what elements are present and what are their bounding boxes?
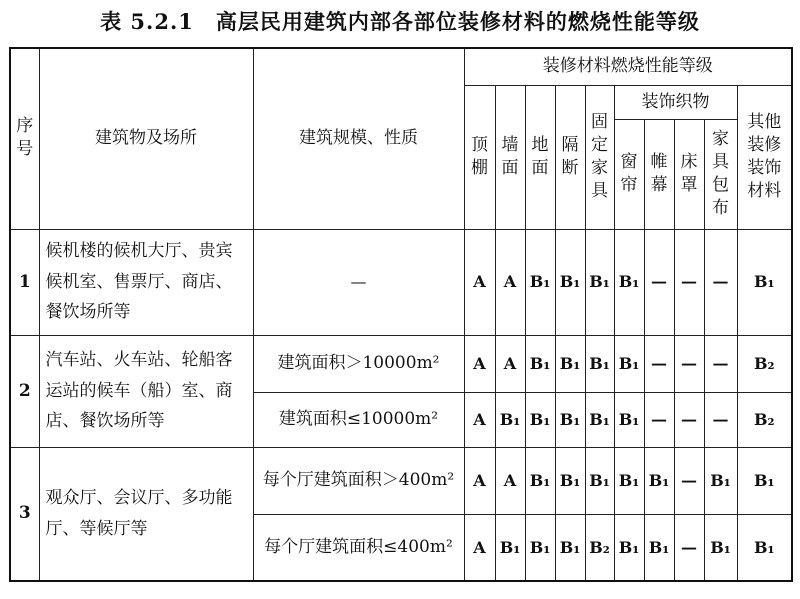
cell-partition: B₁: [555, 229, 585, 335]
cell-wall: B₁: [495, 392, 525, 447]
cell-drape: B₁: [644, 447, 674, 514]
row-seq: 3: [10, 447, 39, 581]
cell-ceiling: A: [464, 392, 495, 447]
header-furniture-cover: 家具包布: [704, 119, 737, 229]
cell-bedcover: —: [674, 335, 704, 392]
header-drape: 帷幕: [644, 119, 674, 229]
row-seq: 2: [10, 335, 39, 447]
row-place: 候机楼的候机大厅、贵宾候机室、售票厅、商店、餐饮场所等: [39, 229, 253, 335]
row-place: 汽车站、火车站、轮船客运站的候车（船）室、商店、餐饮场所等: [39, 335, 253, 447]
header-other: 其他装修装饰材料: [737, 85, 792, 229]
cell-drape: —: [644, 392, 674, 447]
table-row: [10, 335, 792, 392]
cell-furniture-cover: —: [704, 335, 737, 392]
cell-bedcover: —: [674, 447, 704, 514]
cell-drape: B₁: [644, 514, 674, 581]
cell-drape: —: [644, 335, 674, 392]
row-scale: 建筑面积＞10000m²: [253, 335, 464, 392]
header-scale: 建筑规模、性质: [253, 48, 464, 229]
header-wall: 墙面: [495, 85, 525, 229]
cell-curtain: B₁: [614, 229, 644, 335]
row-seq: 1: [10, 229, 39, 335]
table-title: 表 5.2.1 高层民用建筑内部各部位装修材料的燃烧性能等级: [100, 9, 700, 34]
cell-curtain: B₁: [614, 392, 644, 447]
table-row: [10, 229, 792, 335]
cell-bedcover: —: [674, 392, 704, 447]
cell-curtain: B₁: [614, 514, 644, 581]
header-fixed-furniture: 固定家具: [585, 85, 614, 229]
cell-curtain: B₁: [614, 447, 644, 514]
header-ceiling: 顶棚: [464, 85, 495, 229]
fire-rating-table: [9, 47, 793, 582]
row-scale: 每个厅建筑面积≤400m²: [253, 514, 464, 581]
cell-wall: A: [495, 447, 525, 514]
cell-fixed-furniture: B₁: [585, 335, 614, 392]
cell-other: B₁: [737, 514, 792, 581]
cell-other: B₂: [737, 392, 792, 447]
cell-wall: A: [495, 229, 525, 335]
header-textile-group: 装饰织物: [614, 85, 737, 119]
cell-wall: A: [495, 335, 525, 392]
cell-furniture-cover: B₁: [704, 514, 737, 581]
cell-other: B₂: [737, 335, 792, 392]
cell-ceiling: A: [464, 514, 495, 581]
header-floor: 地面: [525, 85, 555, 229]
cell-ceiling: A: [464, 229, 495, 335]
cell-partition: B₁: [555, 514, 585, 581]
cell-floor: B₁: [525, 335, 555, 392]
cell-partition: B₁: [555, 392, 585, 447]
cell-curtain: B₁: [614, 335, 644, 392]
cell-bedcover: —: [674, 514, 704, 581]
row-scale: —: [253, 229, 464, 335]
row-scale: 每个厅建筑面积＞400m²: [253, 447, 464, 514]
cell-floor: B₁: [525, 514, 555, 581]
cell-floor: B₁: [525, 229, 555, 335]
cell-other: B₁: [737, 447, 792, 514]
cell-fixed-furniture: B₂: [585, 514, 614, 581]
cell-furniture-cover: B₁: [704, 447, 737, 514]
header-seq: 序号: [10, 48, 39, 229]
cell-ceiling: A: [464, 447, 495, 514]
header-curtain: 窗帘: [614, 119, 644, 229]
row-place: 观众厅、会议厅、多功能厅、等候厅等: [39, 447, 253, 581]
header-bedcover: 床罩: [674, 119, 704, 229]
cell-furniture-cover: —: [704, 229, 737, 335]
cell-fixed-furniture: B₁: [585, 392, 614, 447]
cell-partition: B₁: [555, 447, 585, 514]
header-grade-group: 装修材料燃烧性能等级: [464, 48, 792, 85]
cell-furniture-cover: —: [704, 392, 737, 447]
cell-floor: B₁: [525, 447, 555, 514]
cell-floor: B₁: [525, 392, 555, 447]
cell-partition: B₁: [555, 335, 585, 392]
header-partition: 隔断: [555, 85, 585, 229]
cell-drape: —: [644, 229, 674, 335]
table-row: [10, 447, 792, 514]
cell-wall: B₁: [495, 514, 525, 581]
cell-fixed-furniture: B₁: [585, 447, 614, 514]
header-place: 建筑物及场所: [39, 48, 253, 229]
cell-bedcover: —: [674, 229, 704, 335]
cell-ceiling: A: [464, 335, 495, 392]
cell-other: B₁: [737, 229, 792, 335]
row-scale: 建筑面积≤10000m²: [253, 392, 464, 447]
cell-fixed-furniture: B₁: [585, 229, 614, 335]
